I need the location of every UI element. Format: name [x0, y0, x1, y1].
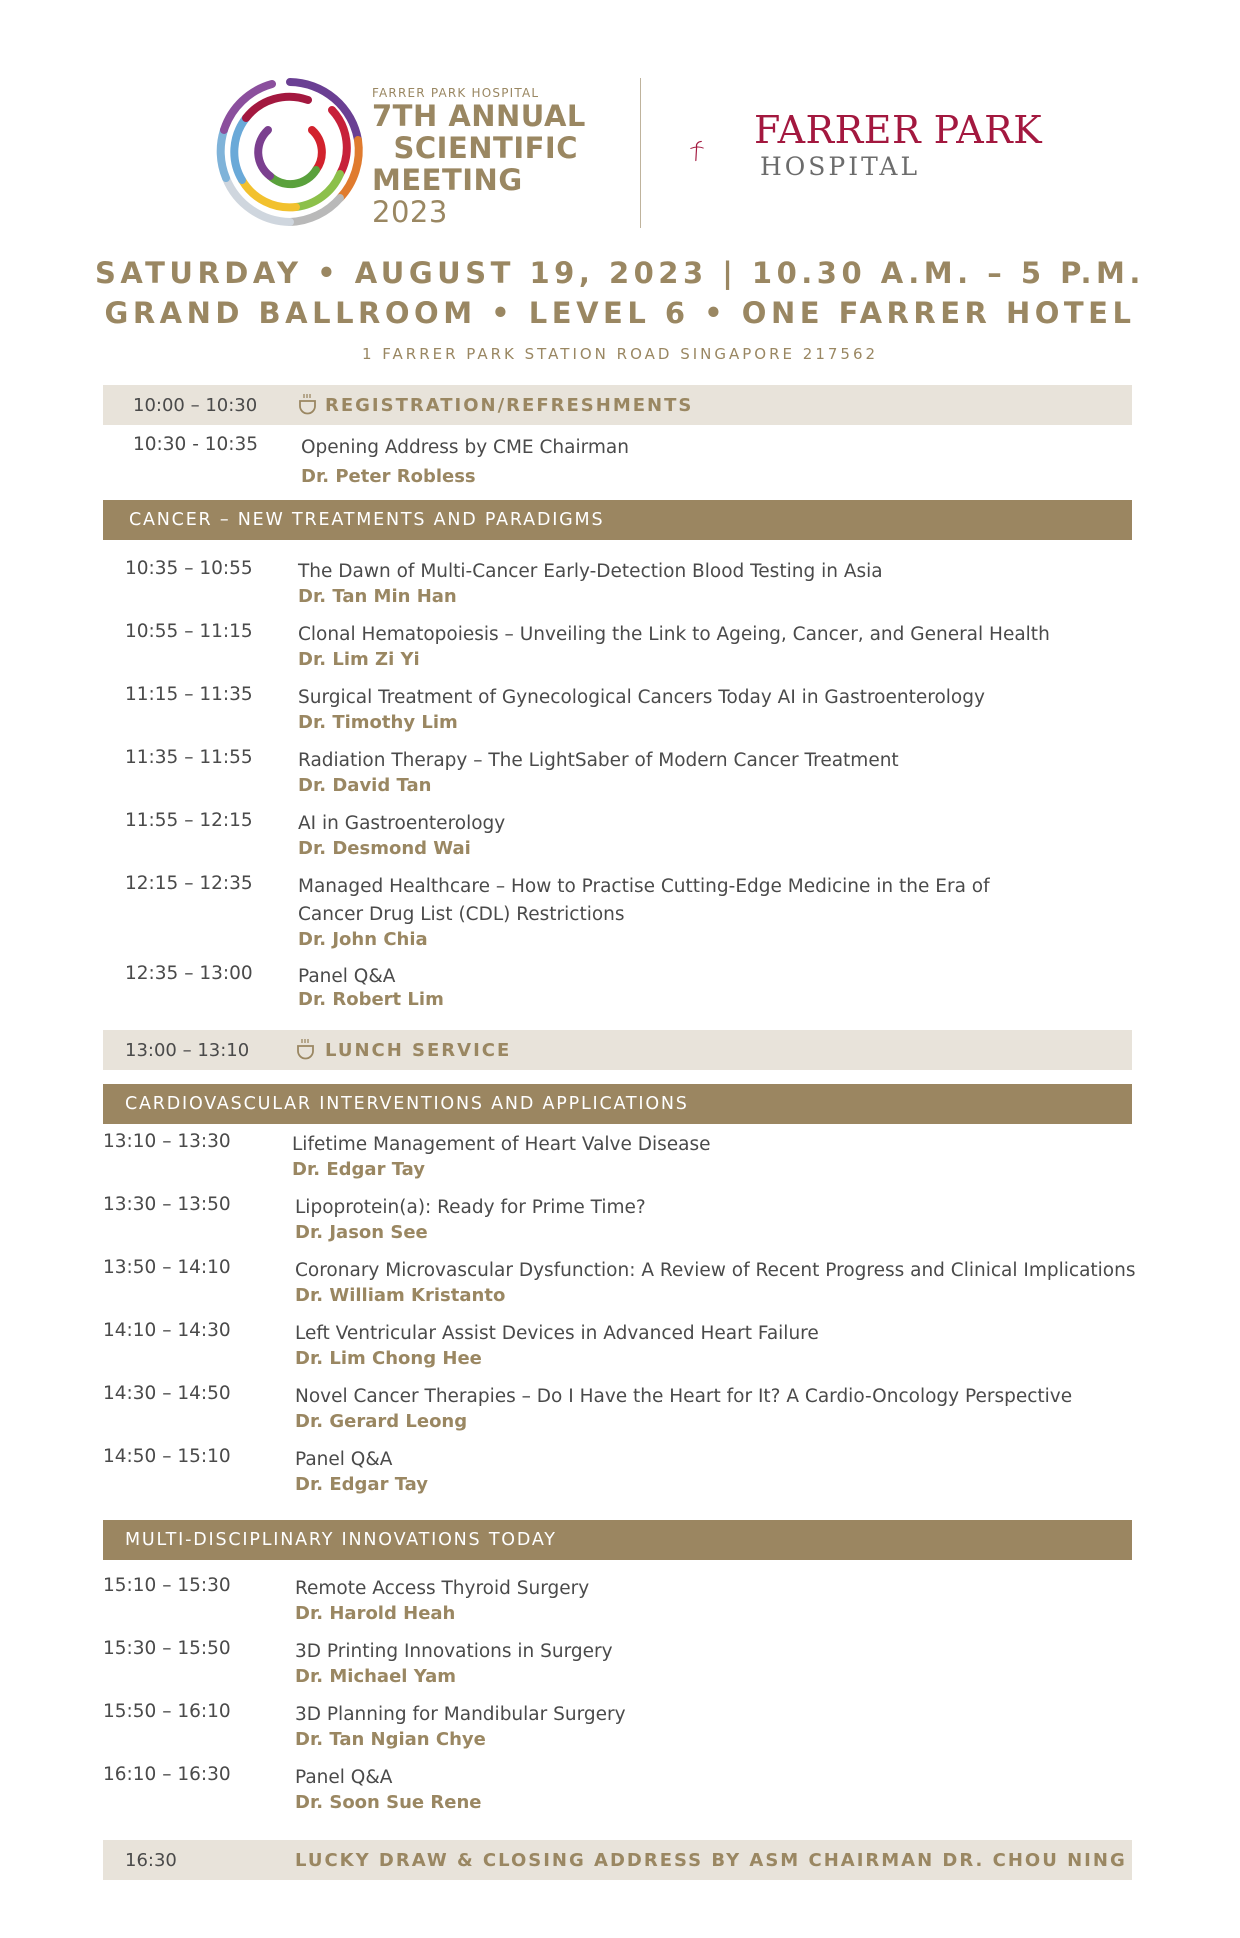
session-time: 10:35 – 10:55	[125, 558, 253, 579]
session-title: Managed Healthcare – How to Practise Cutting-Edge Medicine in the Era of	[298, 876, 990, 897]
session-speaker: Dr. Tan Min Han	[298, 586, 457, 607]
lunch-band	[103, 1030, 1132, 1070]
session-time: 14:10 – 14:30	[103, 1320, 231, 1341]
event-date-time: SATURDAY • AUGUST 19, 2023 | 10.30 A.M. – 5 P.M.	[95, 256, 1145, 290]
session-speaker: Dr. Lim Zi Yi	[298, 649, 420, 670]
session-title: 3D Planning for Mandibular Surgery	[295, 1704, 626, 1725]
meeting-line-1: 7TH ANNUAL	[372, 99, 586, 133]
meeting-wordmark	[372, 86, 592, 228]
session-title: Panel Q&A	[298, 966, 396, 987]
session-title: Clonal Hematopoiesis – Unveiling the Link to Ageing, Cancer, and General Health	[298, 624, 1050, 645]
session-time: 15:10 – 15:30	[103, 1575, 231, 1596]
session-title: Coronary Microvascular Dysfunction: A Review of Recent Progress and Clinical Implications	[295, 1260, 1136, 1281]
section-title: CARDIOVASCULAR INTERVENTIONS AND APPLICATIONS	[125, 1094, 689, 1114]
event-address: 1 FARRER PARK STATION ROAD SINGAPORE 217562	[361, 345, 879, 363]
section-title: CANCER – NEW TREATMENTS AND PARADIGMS	[129, 510, 605, 530]
session-speaker: Dr. William Kristanto	[295, 1285, 506, 1306]
session-speaker: Dr. Robert Lim	[298, 989, 444, 1010]
session-time: 15:50 – 16:10	[103, 1701, 231, 1722]
lunch-time: 13:00 – 13:10	[125, 1040, 250, 1061]
closing-band	[103, 1840, 1132, 1880]
session-title: Panel Q&A	[295, 1449, 393, 1470]
session-title: Lipoprotein(a): Ready for Prime Time?	[295, 1197, 646, 1218]
session-speaker: Dr. Michael Yam	[295, 1666, 456, 1687]
session-title: Remote Access Thyroid Surgery	[295, 1578, 590, 1599]
registration-band	[103, 385, 1132, 425]
session-speaker: Dr. Desmond Wai	[298, 838, 471, 859]
meeting-line-3	[372, 164, 592, 228]
session-title: Surgical Treatment of Gynecological Cancers Today AI in Gastroenterology	[298, 687, 985, 708]
meeting-line-2: SCIENTIFIC	[393, 131, 578, 165]
session-time: 12:15 – 12:35	[125, 873, 253, 894]
registration-time: 10:00 – 10:30	[133, 395, 258, 416]
session-speaker: Dr. Edgar Tay	[295, 1474, 428, 1495]
hospital-name: FARRER PARK	[754, 108, 1043, 152]
session-title: Opening Address by CME Chairman	[301, 437, 629, 458]
session-time: 13:30 – 13:50	[103, 1194, 231, 1215]
session-time: 12:35 – 13:00	[125, 963, 253, 984]
coffee-cup-icon	[295, 1037, 317, 1061]
coffee-cup-icon	[297, 392, 319, 416]
event-venue: GRAND BALLROOM • LEVEL 6 • ONE FARRER HOTEL	[104, 296, 1136, 330]
session-speaker: Dr. Gerard Leong	[295, 1411, 468, 1432]
session-speaker: Dr. Soon Sue Rene	[295, 1792, 482, 1813]
session-speaker: Dr. John Chia	[298, 929, 428, 950]
section-header-multidisciplinary	[103, 1520, 1132, 1560]
header-divider	[640, 78, 641, 228]
session-time: 15:30 – 15:50	[103, 1638, 231, 1659]
session-time: 14:50 – 15:10	[103, 1446, 231, 1467]
meeting-word: MEETING	[372, 163, 523, 197]
session-title-line2: Cancer Drug List (CDL) Restrictions	[298, 904, 625, 925]
session-title: Novel Cancer Therapies – Do I Have the Heart for It? A Cardio-Oncology Perspective	[295, 1386, 1073, 1407]
session-title: Lifetime Management of Heart Valve Disease	[292, 1134, 711, 1155]
session-time: 10:55 – 11:15	[125, 621, 253, 642]
lunch-label: LUNCH SERVICE	[325, 1040, 512, 1061]
meeting-small-label: FARRER PARK HOSPITAL	[372, 86, 540, 100]
session-time: 13:50 – 14:10	[103, 1257, 231, 1278]
session-title: Panel Q&A	[295, 1767, 393, 1788]
hospital-cross-logo	[690, 96, 760, 206]
section-header-cardiovascular	[103, 1084, 1132, 1124]
section-title: MULTI-DISCIPLINARY INNOVATIONS TODAY	[125, 1530, 557, 1550]
session-time: 14:30 – 14:50	[103, 1383, 231, 1404]
session-time: 10:30 - 10:35	[133, 434, 259, 455]
session-speaker: Dr. Lim Chong Hee	[295, 1348, 482, 1369]
session-speaker: Dr. Jason See	[295, 1222, 428, 1243]
session-time: 11:55 – 12:15	[125, 810, 253, 831]
registration-label: REGISTRATION/REFRESHMENTS	[325, 395, 694, 416]
session-title: Left Ventricular Assist Devices in Advanced Heart Failure	[295, 1323, 819, 1344]
session-time: 11:15 – 11:35	[125, 684, 253, 705]
session-time: 16:10 – 16:30	[103, 1764, 231, 1785]
session-speaker: Dr. Tan Ngian Chye	[295, 1729, 486, 1750]
session-title: Radiation Therapy – The LightSaber of Modern Cancer Treatment	[298, 750, 899, 771]
closing-label: LUCKY DRAW & CLOSING ADDRESS BY ASM CHAIRMAN DR. CHOU NING	[295, 1850, 1127, 1871]
session-speaker: Dr. Harold Heah	[295, 1603, 456, 1624]
closing-time: 16:30	[125, 1850, 177, 1871]
session-time: 13:10 – 13:30	[103, 1131, 231, 1152]
session-time: 11:35 – 11:55	[125, 747, 253, 768]
session-speaker: Dr. Edgar Tay	[292, 1159, 425, 1180]
meeting-year: 2023	[372, 195, 448, 229]
session-title: The Dawn of Multi-Cancer Early-Detection Blood Testing in Asia	[298, 561, 883, 582]
hospital-subtitle: HOSPITAL	[760, 152, 921, 181]
session-title: 3D Printing Innovations in Surgery	[295, 1641, 613, 1662]
session-title: AI in Gastroenterology	[298, 813, 506, 834]
section-header-cancer	[103, 500, 1132, 540]
session-speaker: Dr. Peter Robless	[301, 466, 476, 487]
asm-ring-logo	[212, 74, 368, 230]
session-speaker: Dr. Timothy Lim	[298, 712, 458, 733]
session-speaker: Dr. David Tan	[298, 775, 432, 796]
